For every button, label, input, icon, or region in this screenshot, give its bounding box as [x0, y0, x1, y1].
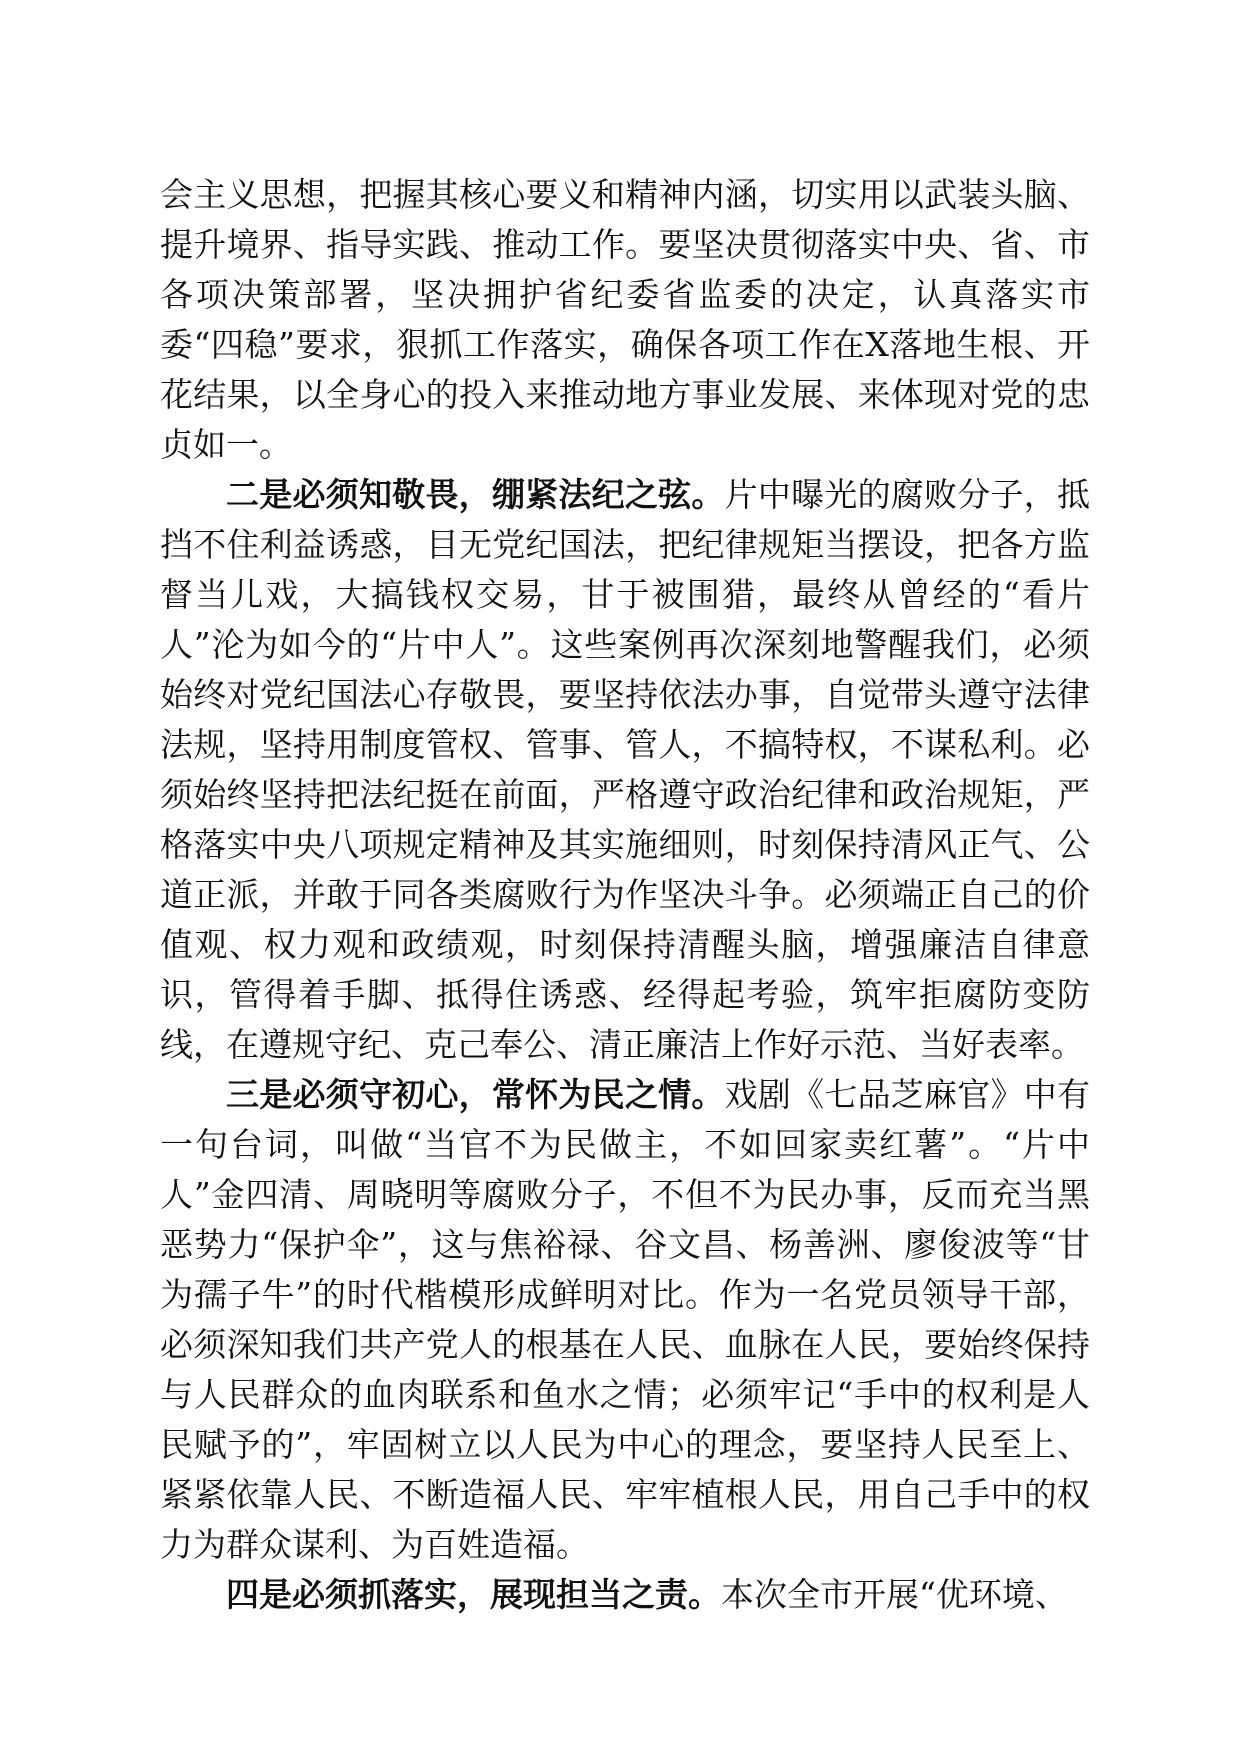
paragraph-continuation [160, 170, 1090, 470]
paragraph-lead-heading: 四是必须抓落实，展现担当之责。 [226, 1575, 721, 1614]
paragraph-text: 片中曝光的腐败分子，抵挡不住利益诱惑，目无党纪国法，把纪律规矩当摆设，把各方监督当儿戏，大搞钱权交易，甘于被围猎，最终从曾经的“看片人”沦为如今的“片中人”。这些案例再次深刻地警醒我们，必须始终对党纪国法心存敬畏，要坚持依法办事，自觉带头遵守法律法规，坚持用制度管权、管事、管人，不搞特权，不谋私利。必须始终坚持把法纪挺在前面，严格遵守政治纪律和政治规矩，严格落实中央八项规定精神及其实施细则，时刻保持清风正气、公道正派，并敢于同各类腐败行为作坚决斗争。必须端正自己的价值观、权力观和政绩观，时刻保持清醒头脑，增强廉洁自律意识，管得着手脚、抵得住诱惑、经得起考验，筑牢拒腐防变防线，在遵规守纪、克己奉公、清正廉洁上作好示范、当好表率。 [160, 475, 1091, 1064]
document-page [160, 170, 1090, 1620]
paragraph-text: 戏剧《七品芝麻官》中有一句台词，叫做“当官不为民做主，不如回家卖红薯”。“片中人”金四清、周晓明等腐败分子，不但不为民办事，反而充当黑恶势力“保护伞”，这与焦裕禄、谷文昌、杨善洲、廖俊波等“甘为孺子牛”的时代楷模形成鲜明对比。作为一名党员领导干部，必须深知我们共产党人的根基在人民、血脉在人民，要始终保持与人民群众的血肉联系和鱼水之情；必须牢记“手中的权利是人民赋予的”，牢固树立以人民为中心的理念，要坚持人民至上、紧紧依靠人民、不断造福人民、牢牢植根人民，用自己手中的权力为群众谋利、为百姓造福。 [160, 1075, 1091, 1564]
paragraph-point-two [160, 470, 1090, 1070]
paragraph-lead-heading: 二是必须知敬畏，绷紧法纪之弦。 [226, 475, 725, 514]
paragraph-point-four [160, 1570, 1090, 1620]
paragraph-point-three [160, 1070, 1090, 1570]
paragraph-lead-heading: 三是必须守初心，常怀为民之情。 [226, 1075, 725, 1114]
paragraph-text: 会主义思想，把握其核心要义和精神内涵，切实用以武装头脑、提升境界、指导实践、推动工作。要坚决贯彻落实中央、省、市各项决策部署，坚决拥护省纪委省监委的决定，认真落实市委“四稳”要求，狠抓工作落实，确保各项工作在X落地生根、开花结果，以全身心的投入来推动地方事业发展、来体现对党的忠贞如一。 [160, 175, 1090, 464]
paragraph-text: 本次全市开展“优环境、 [721, 1575, 1068, 1614]
